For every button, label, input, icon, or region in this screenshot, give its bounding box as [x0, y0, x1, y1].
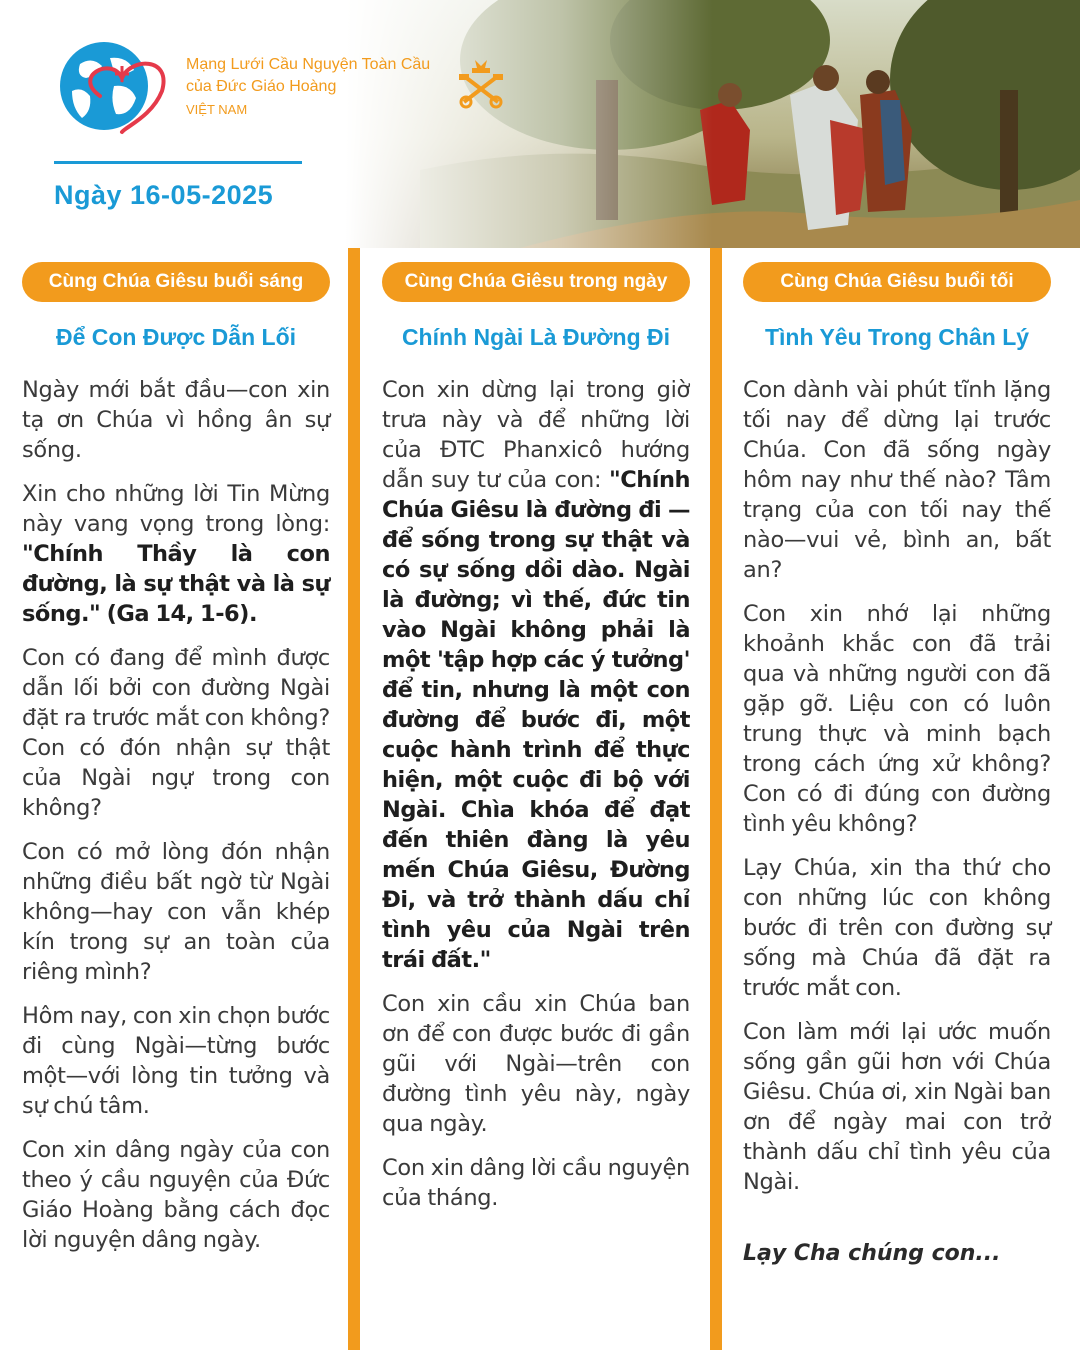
evening-paragraph-3: Lạy Chúa, xin tha thứ cho con những lúc con không bước đi trên con đường sự sống mà Chúa đã đặt ra trước mắt con.	[743, 855, 1051, 1001]
closing-prayer: Lạy Cha chúng con...	[743, 1241, 1001, 1266]
morning-paragraph-1: Ngày mới bắt đầu—con xin tạ ơn Chúa vì hồng ân sự sống.	[22, 377, 330, 463]
org-line-2: của Đức Giáo Hoàng	[186, 78, 337, 95]
morning-paragraph-6: Con xin dâng ngày của con theo ý cầu nguyện của Đức Giáo Hoàng bằng cách đọc lời nguyện dâng ngày.	[22, 1137, 330, 1253]
papal-keys-icon	[458, 58, 504, 110]
morning-paragraph-3: Con có đang để mình được dẫn lối bởi con đường Ngài đặt ra trước mắt con không? Con có đón nhận sự thật của Ngài ngự trong con không?	[22, 645, 330, 821]
morning-title: Để Con Được Dẫn Lối	[55, 324, 297, 350]
morning-column	[22, 262, 330, 1255]
evening-pill: Cùng Chúa Giêsu buổi tối	[743, 262, 1051, 302]
evening-paragraph-2: Con xin nhớ lại những khoảnh khắc con đã trải qua và những người con đã gặp gỡ. Liệu con có luôn trung thực và minh bạch trong cách ứng xử không? Con có đi đúng con đường tình yêu không?	[743, 601, 1051, 837]
org-line-1: Mạng Lưới Cầu Nguyện Toàn Cầu	[186, 56, 431, 73]
morning-paragraph-2-intro: Xin cho những lời Tin Mừng này vang vọng trong lòng:	[22, 481, 330, 537]
evening-paragraph-1: Con dành vài phút tĩnh lặng tối nay để dừng lại trước Chúa. Con đã sống ngày hôm nay như thế nào? Tâm trạng của con tối nay thế nào—vui vẻ, bình an, bất an?	[743, 377, 1051, 583]
date-label: Ngày 16-05-2025	[54, 180, 274, 210]
midday-paragraph-3: Con xin dâng lời cầu nguyện của tháng.	[382, 1155, 690, 1211]
midday-paragraph-2: Con xin cầu xin Chúa ban ơn để con được bước đi gần gũi với Ngài—trên con đường tình yêu này, ngày qua ngày.	[382, 991, 690, 1137]
pope-quote: "Chính Chúa Giêsu là đường đi — để sống trong sự thật và có sự sống dồi dào. Ngài là đường; vì thế, đức tin vào Ngài không phải là một 'tập hợp các ý tưởng' để tin, nhưng là một con đường để bước đi, một cuộc hành trình để thực hiện, một cuộc đi bộ với Ngài. Chìa khóa để đạt đến thiên đàng là yêu mến Chúa Giêsu, Đường Đi, và trở thành dấu chỉ tình yêu của Ngài trên trái đất."	[382, 467, 690, 973]
column-divider-2	[710, 248, 722, 1350]
midday-column	[382, 262, 690, 1213]
morning-paragraph-2	[22, 479, 330, 629]
org-country: VIỆT NAM	[186, 102, 248, 117]
midday-paragraph-1	[382, 375, 690, 975]
gospel-quote: "Chính Thầy là con đường, là sự thật và là sự sống." (Ga 14, 1-6).	[22, 541, 330, 627]
midday-pill: Cùng Chúa Giêsu trong ngày	[382, 262, 690, 302]
globe-heart-icon	[52, 36, 177, 136]
column-divider-1	[348, 248, 360, 1350]
organization-name	[186, 54, 430, 120]
header	[0, 0, 1080, 248]
midday-paragraph-1-intro: Con xin dừng lại trong giờ trưa này và để những lời của ĐTC Phanxicô hướng dẫn suy tư của con:	[382, 377, 690, 493]
morning-paragraph-4: Con có mở lòng đón nhận những điều bất ngờ từ Ngài không—hay con vẫn khép kín trong sự an toàn của riêng mình?	[22, 839, 330, 985]
morning-paragraph-5: Hôm nay, con xin chọn bước đi cùng Ngài—từng bước một—với lòng tin tưởng và sự chú tâm.	[22, 1003, 330, 1119]
morning-pill: Cùng Chúa Giêsu buổi sáng	[22, 262, 330, 302]
header-divider	[54, 161, 302, 164]
evening-paragraph-4: Con làm mới lại ước muốn sống gần gũi hơn với Chúa Giêsu. Chúa ơi, xin Ngài ban ơn để ngày mai con trở thành dấu chỉ tình yêu của Ngài.	[743, 1019, 1051, 1195]
midday-title: Chính Ngài Là Đường Đi	[401, 324, 671, 350]
evening-column	[743, 262, 1051, 1266]
evening-title: Tình Yêu Trong Chân Lý	[764, 324, 1030, 350]
